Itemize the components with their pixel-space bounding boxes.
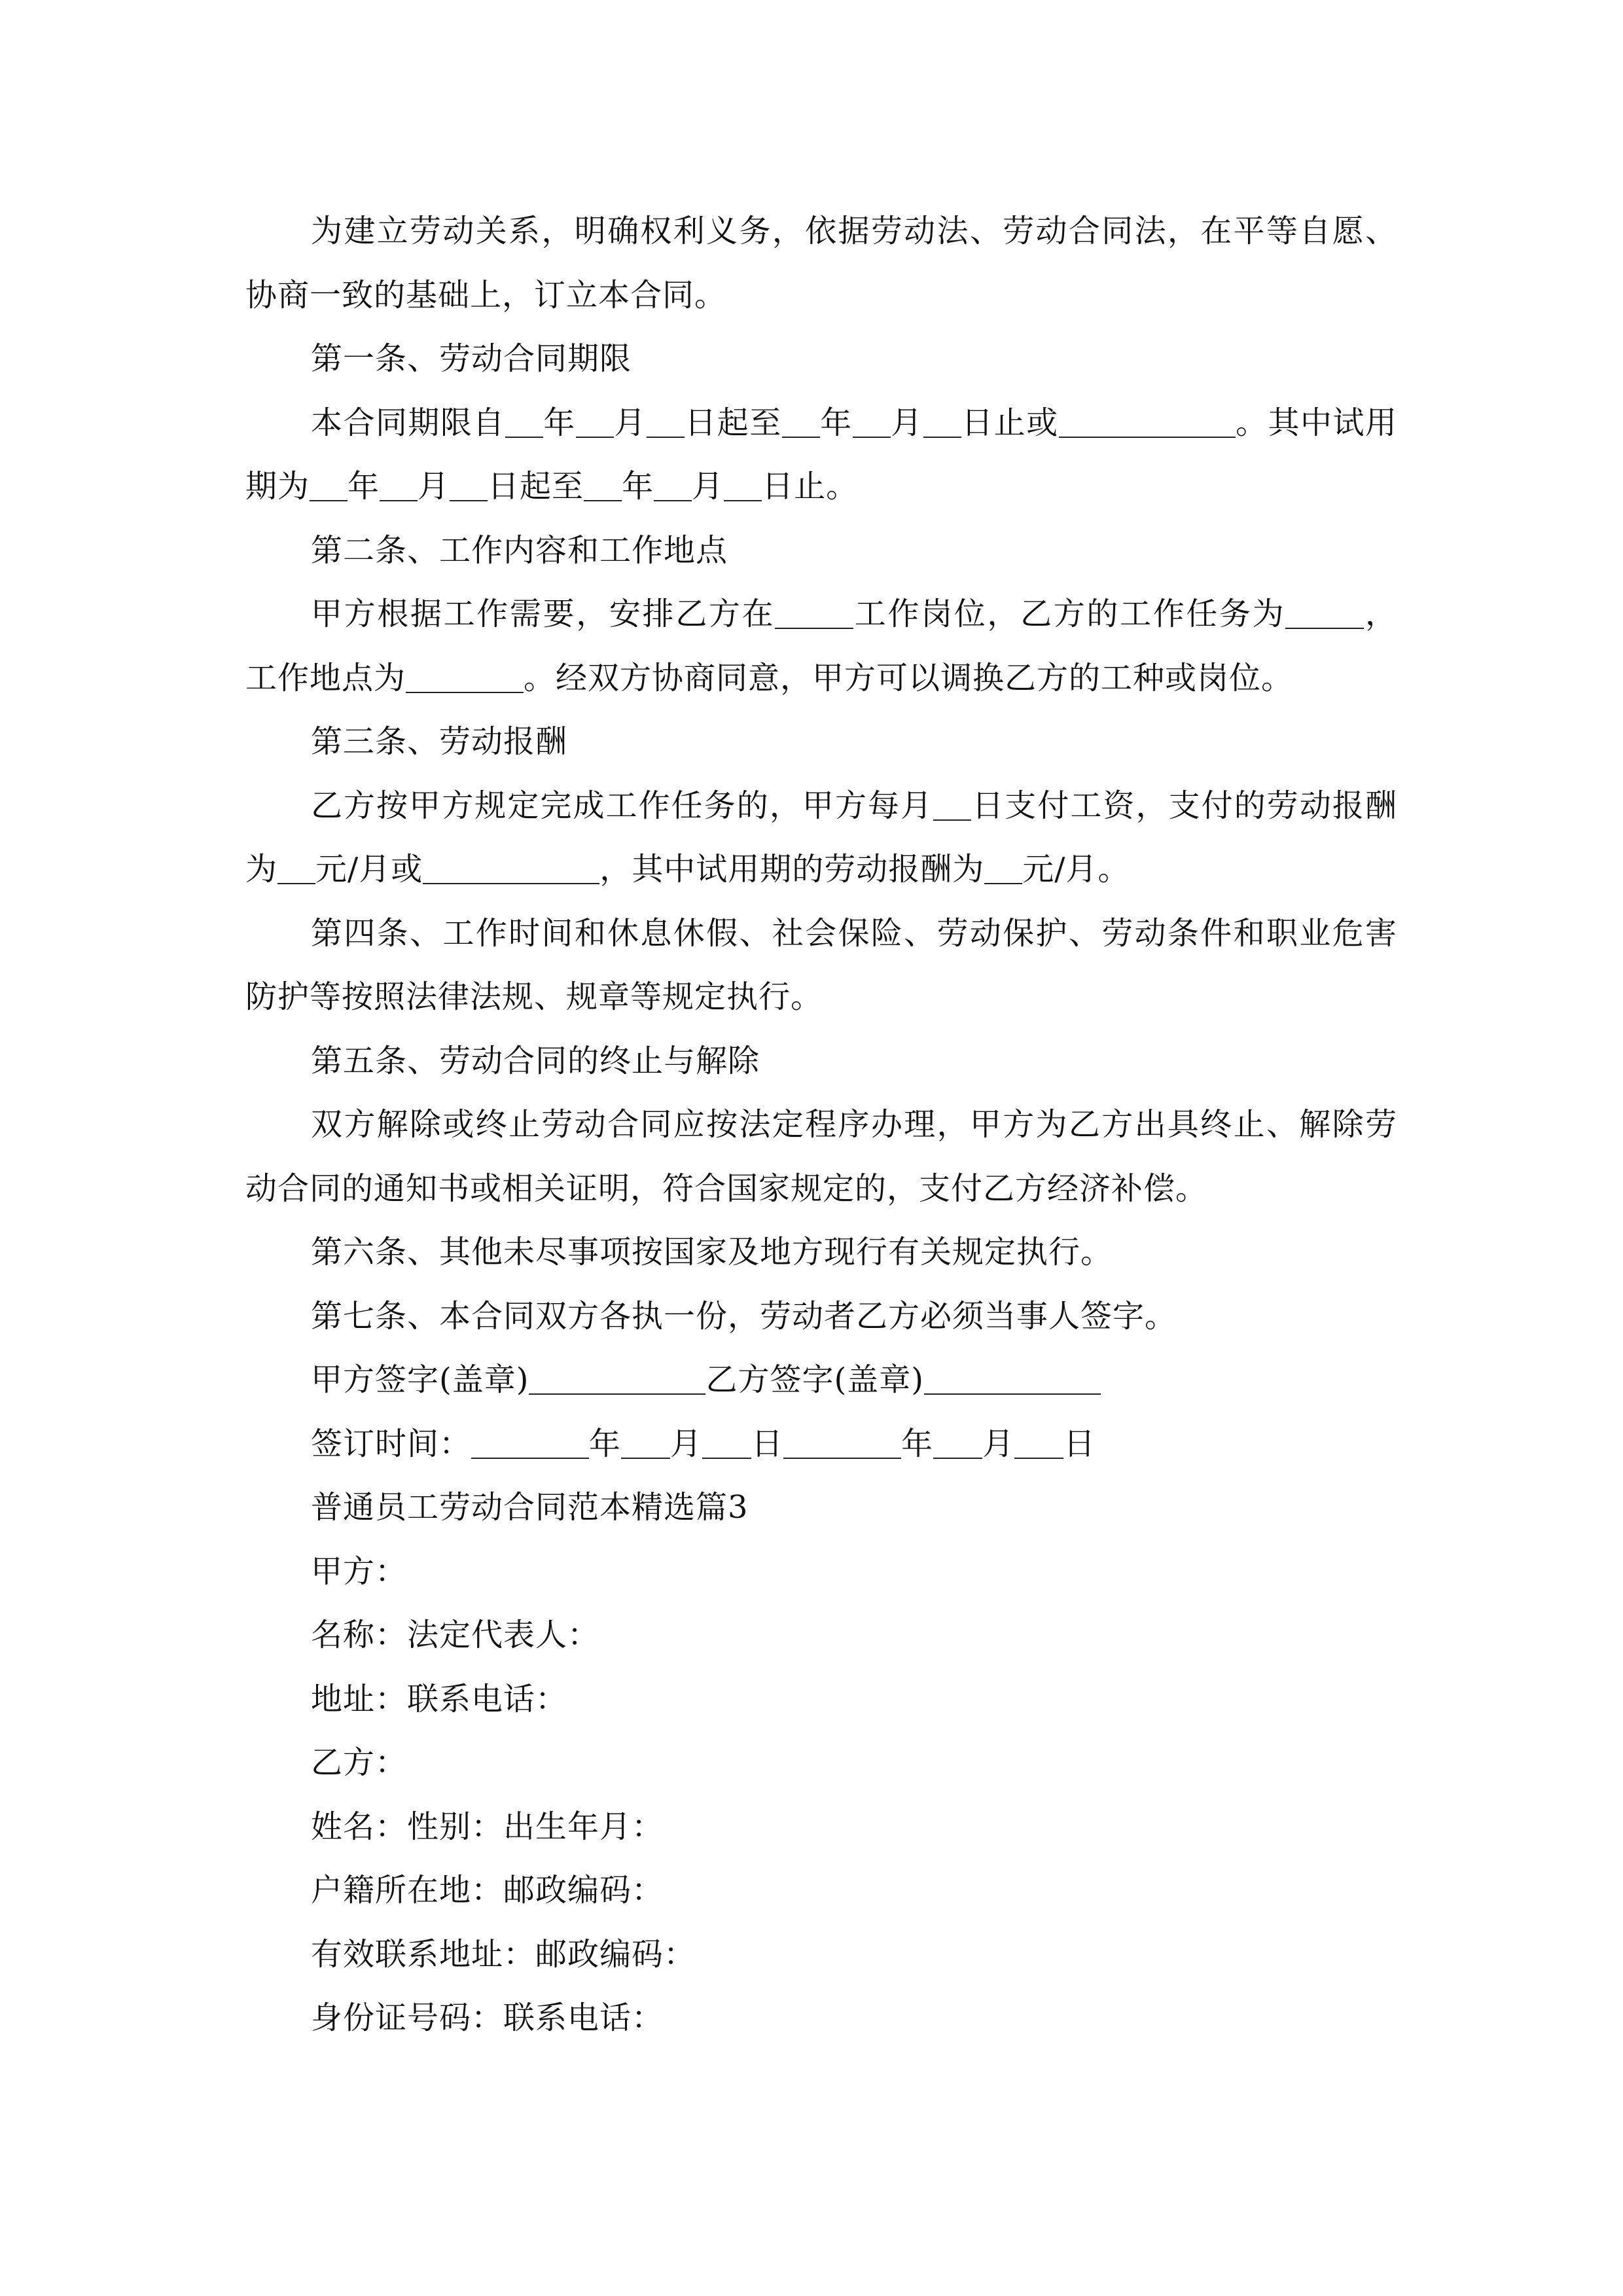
party-b-id-field: 身份证号码：联系电话： [311, 2000, 664, 2036]
article-3-body: 乙方按甲方规定完成工作任务的，甲方每月 日支付工资，支付的劳动报酬为 元/月或 ，其中试用期的劳动报酬为 元/月。 [245, 787, 1397, 888]
fill-in-blank [529, 1361, 705, 1395]
article-2-heading: 第二条、工作内容和工作地点 [311, 531, 728, 569]
fill-in-blank [406, 658, 524, 692]
fill-in-blank [380, 467, 418, 501]
party-a-name-field: 名称：法定代表人： [311, 1617, 600, 1653]
party-b-contact-address-field: 有效联系地址：邮政编码： [311, 1935, 696, 1973]
fill-in-blank [450, 467, 488, 501]
article-2-body: 甲方根据工作需要，安排乙方在 工作岗位，乙方的工作任务为 ，工作地点为 。经双方协商同意，甲方可以调换乙方的工种或岗位。 [245, 596, 1397, 696]
fill-in-blank [505, 403, 543, 437]
contract-body [245, 200, 1397, 2051]
fill-in-blank [782, 403, 820, 437]
fill-in-blank [923, 403, 961, 437]
fill-in-blank [924, 1361, 1101, 1395]
party-b-residence-field: 户籍所在地：邮政编码： [311, 1872, 664, 1909]
fill-in-blank [783, 1424, 901, 1458]
fill-in-blank [1059, 403, 1236, 437]
party-b-name-field: 姓名：性别：出生年月： [311, 1808, 664, 1845]
article-3-heading: 第三条、劳动报酬 [311, 723, 568, 760]
fill-in-blank [423, 850, 599, 884]
fill-in-blank [1285, 595, 1364, 629]
article-4-paragraph: 第四条、工作时间和休息休假、社会保险、劳动保护、劳动条件和职业危害防护等按照法律法规、规章等规定执行。 [245, 914, 1397, 1015]
signature-line: 甲方签字(盖章) 乙方签字(盖章) [245, 1348, 1397, 1412]
fill-in-blank [933, 1424, 982, 1458]
fill-in-blank [471, 1424, 589, 1458]
fill-in-blank [584, 467, 622, 501]
fill-in-blank [933, 786, 971, 820]
fill-in-blank [724, 467, 762, 501]
party-a-label: 甲方： [311, 1552, 408, 1590]
fill-in-blank [984, 850, 1022, 884]
fill-in-blank [277, 850, 315, 884]
article-5-heading: 第五条、劳动合同的终止与解除 [311, 1042, 760, 1079]
section-title: 普通员工劳动合同范本精选篇3 [311, 1489, 749, 1526]
article-7-paragraph: 第七条、本合同双方各执一份，劳动者乙方必须当事人签字。 [311, 1297, 1177, 1335]
fill-in-blank [654, 467, 692, 501]
fill-in-blank [853, 403, 891, 437]
fill-in-blank [310, 467, 348, 501]
article-5-body: 双方解除或终止劳动合同应按法定程序办理，甲方为乙方出具终止、解除劳动合同的通知书或相关证明，符合国家规定的，支付乙方经济补偿。 [245, 1106, 1397, 1207]
article-1-heading: 第一条、劳动合同期限 [311, 340, 632, 377]
party-a-address-field: 地址：联系电话： [311, 1680, 568, 1717]
fill-in-blank [621, 1424, 670, 1458]
article-6-paragraph: 第六条、其他未尽事项按国家及地方现行有关规定执行。 [311, 1234, 1113, 1270]
preamble-paragraph: 为建立劳动关系，明确权利义务，依据劳动法、劳动合同法，在平等自愿、协商一致的基础上，订立本合同。 [245, 213, 1397, 314]
fill-in-blank [647, 403, 685, 437]
fill-in-blank [1014, 1424, 1063, 1458]
article-1-body: 本合同期限自 年 月 日起至 年 月 日止或 。其中试用期为 年 月 日起至 年 月 日止。 [245, 404, 1397, 505]
fill-in-blank [775, 595, 853, 629]
fill-in-blank [702, 1424, 751, 1458]
fill-in-blank [576, 403, 614, 437]
party-b-label: 乙方： [311, 1744, 408, 1781]
signing-date-line: 签订时间： 年 月 日 年 月 日 [311, 1425, 1096, 1462]
